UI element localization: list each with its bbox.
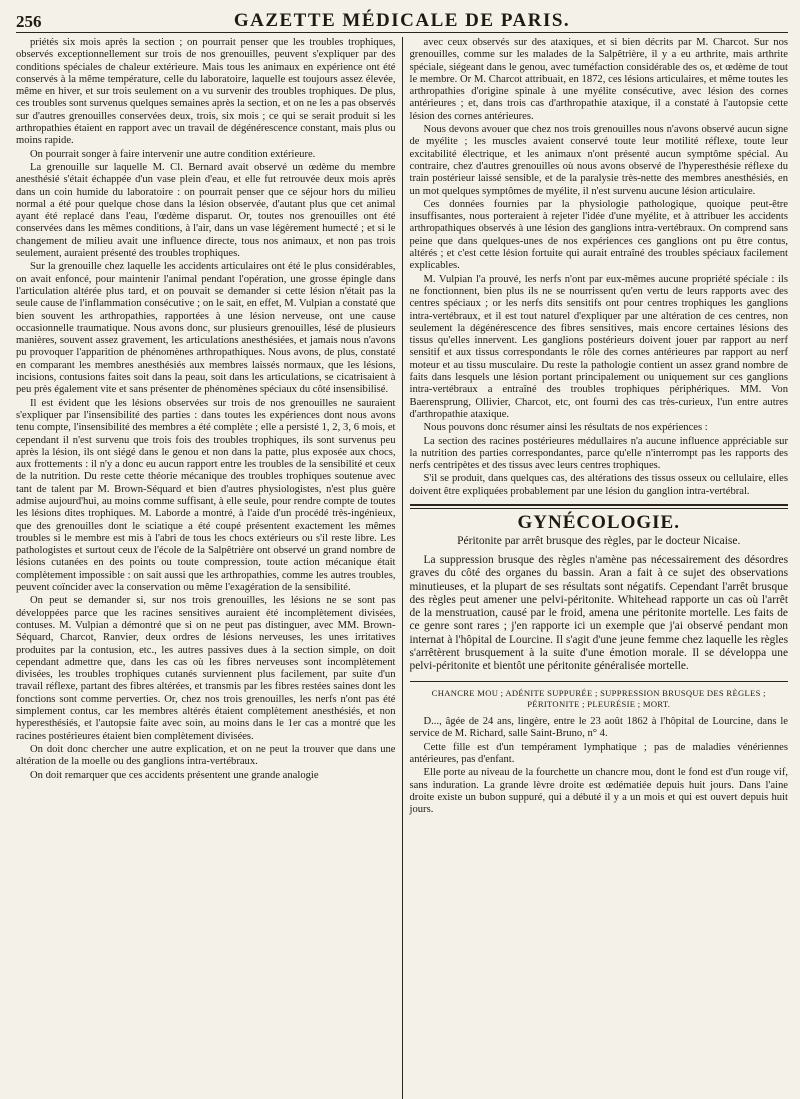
journal-title: GAZETTE MÉDICALE DE PARIS. xyxy=(233,10,571,31)
paragraph: Sur la grenouille chez laquelle les accidents articulaires ont été le plus considérables, on avait enfoncé, pour maintenir l'animal pendant l'opération, une grosse épingle dans l'articulation altérée plus tard, et on pouvait se demander si cette lésion n'était pas la seule cause de l'inflammation consécutive ; on le sait, en effet, M. Vulpian a constaté que bien souvent les arthropathies, rapportées à une lésion nerveuse, ont une cause occasionnelle traumatique. Nous avons donc, sur plusieurs grenouilles, lésé de plusieurs manières, souvent assez gravement, les articulations anesthésiées, et jamais nous n'avons pu provoquer l'apparition de phénomènes arthropathiques. Nous avons, de plus, constaté en comparant les membres anesthésiés aux membres laissés normaux, que les lésions, incisions, contusions faites soit dans la peau, soit dans les articulations, se cicatrisaient à peu près également vite et sans présenter de phénomènes spéciaux du côté insensibilisé. xyxy=(16,261,396,396)
case-body xyxy=(410,716,789,816)
paragraph: avec ceux observés sur des ataxiques, et si bien décrits par M. Charcot. Sur nos grenouilles, comme sur les malades de la Salpêtrière, il y a eu arthrite, mais arthrite spéciale, siégeant dans le genou, avec tuméfaction considérable des os, et œdème de tout le membre. Or M. Charcot attribuait, en 1872, ces lésions articulaires, et même toutes les arthropathies d'origine spinale à une myélite consécutive, avec lésion des cornes antérieures ; et, dans trois cas d'arthropathie ataxique, il a constaté à l'autopsie cette lésion des cornes antérieures. xyxy=(409,37,788,122)
paragraph: On pourrait songer à faire intervenir une autre condition extérieure. xyxy=(30,148,316,160)
section-heading: GYNÉCOLOGIE. xyxy=(517,511,680,533)
paragraph: S'il se produit, dans quelques cas, des altérations des tissus osseux ou cellulaire, elles doivent être expliquées probablement par une lésion du ganglion intra-vertébral. xyxy=(409,473,788,497)
case-heading: CHANCRE MOU ; ADÉNITE SUPPURÉE ; SUPPRESSION BRUSQUE DES RÈGLES ; PÉRITONITE ; PLEURÉSIE ; MORT. xyxy=(410,681,789,710)
paragraph: Nous devons avouer que chez nos trois grenouilles nous n'avons observé aucun signe de myélite ; les muscles avaient conservé toute leur motilité réflexe, toute leur excitabilité électrique, et les animaux n'ont présenté aucun symptôme spécial. Au contraire, chez d'autres grenouilles où nous avons observé de l'hyperesthésie réflexe du train postérieur laissé sensible, et de la paralysie très-nette des membres anesthésiés, en un mot quelques symptômes de myélite, il n'est survenu aucune lésion articulaire. xyxy=(409,124,788,197)
left-column xyxy=(16,37,402,1099)
paragraph: La grenouille sur laquelle M. Cl. Bernard avait observé un œdème du membre anesthésié s'était échappée d'un vase plein d'eau, et elle fut retrouvée deux mois après dans un coin humide du laboratoire : on pourrait penser que ce séjour hors du milieu normal a été pour quelque chose dans la lésion observée, d'autant plus que cet animal ayant été replacé dans l'eau, l'œdème disparut. Or, toutes nos grenouilles ont été conservées dans les mêmes conditions, à l'air, dans un vase légèrement humecté ; et si le changement de milieu avait une influence directe, tous nos animaux, et non pas trois seulement, auraient présenté des troubles trophiques. xyxy=(16,161,396,260)
paragraph: Ces données fournies par la physiologie pathologique, quoique peut-être insuffisantes, nous porteraient à rejeter l'idée d'une myélite, et à attribuer les accidents arthropathiques observés à une lésion des ganglions intra-vertébraux. On comprend sans peine que dans quelques-unes de nos expériences ces ganglions ont pu être contus, altérés ; et c'est cette lésion fortuite qui aurait entraîné des troubles spéciaux facilement explicables. xyxy=(409,198,788,272)
paragraph: M. Vulpian l'a prouvé, les nerfs n'ont par eux-mêmes aucune propriété spéciale : ils ne fonctionnent, bien plus ils ne se nourrissent qu'en vertu de leurs rapports avec des centres spéciaux ; or les nerfs dits sensitifs ont pour centres trophiques les ganglions intra-vertébraux, et il est tout naturel d'expliquer par une altération de ces centres, non seulement la dégénérescence des fibres sensitives, mais encore certaines lésions des tissus qu'elles innervent. Les ganglions postérieurs doivent jouer par rapport au nerf sensitif et aux tissus correspondants le rôle des cornes antérieures par rapport au nerf moteur et au tissu musculaire. Du reste la pathologie contient un assez grand nombre de faits dans lesquels une lésion portant principalement ou uniquement sur ces ganglions intra-vertébraux a entraîné des troubles trophiques périphériques. MM. Von Baerensprung, Ollivier, Charcot, etc, ont fourni des cas très-curieux, l'un entre autres d'arthropathie ataxique. xyxy=(409,273,788,420)
article-body xyxy=(410,554,789,673)
paragraph: La suppression brusque des règles n'amène pas nécessairement des désordres graves du côté des organes du bassin. Aran a fait à ce sujet des observations minutieuses, et la plupart de ses résultats sont négatifs. Cependant l'arrêt brusque des règles peut amener une pelvi-péritonite. Whitehead rapporte un cas où l'arrêt de la menstruation, causé par le froid, amena une péritonite mortelle. Les faits de ce genre sont rares ; j'en rapporte ici un exemple que j'ai observé pendant mon internat à l'hôpital de Lourcine. Il s'agit d'une jeune femme chez laquelle les règles s'arrêtèrent brusquement à la suite d'une émotion morale. Il se développa une pelvi-péritonite et bientôt une péritonite généralisée mortelle. xyxy=(409,554,788,672)
paragraph: Elle porte au niveau de la fourchette un chancre mou, dont le fond est d'un rouge vif, sans induration. La grande lèvre droite est œdématiée depuis huit jours. Dans l'aine droite existe un bubon suppuré, qui a débuté il y a un mois et qui est ouvert depuis huit jours. xyxy=(409,767,788,816)
paragraph: La section des racines postérieures médullaires n'a aucune influence appréciable sur la nutrition des parties correspondantes, parce qu'elle n'interrompt pas les rapports des nerfs centripètes et des tissus avec leurs centres trophiques. xyxy=(409,435,788,472)
paragraph: priétés six mois après la section ; on pourrait penser que les troubles trophiques, observés exceptionnellement sur trois de nos grenouilles, peuvent s'expliquer par des conditions spéciales de chaleur extérieure. Mais tous les animaux en expérience ont été conservés à la même température, celle du laboratoire, laquelle est toujours assez élevée, même en hiver, et sur trois seulement on a vu survenir des troubles trophiques. De plus, ces troubles sont survenus quelques semaines après la section, et on ne les a pas observés sur d'autres grenouilles conservées deux, trois, six mois ; ce qui se serait produit si les arthropathies étaient en rapport avec un travail de dégénérescence constant, mais plus ou moins rapide. xyxy=(16,37,396,147)
paragraph: On peut se demander si, sur nos trois grenouilles, les lésions ne se sont pas développées parce que les racines sensitives auraient été incomplètement divisées, contuses. M. Vulpian a démontré que si on ne peut pas distinguer, avec MM. Brown-Séquard, Charcot, Ranvier, deux ordres de lésions nerveuses, les unes irritatives produites par la contusion, etc., les autres passives dues à la section simple, on doit cependant admettre que, dans les cas où les fibres nerveuses sont incomplètement divisées, les troubles trophiques cutanés surviennent plus facilement, par suite d'un travail réflexe, partant des fibres altérées, et transmis par les fibres restées saines dont les fonctions sont comme perverties. Or, chez nos trois grenouilles, les nerfs n'ont pas été simplement contus, car les membres altérés étaient complètement anesthésiés, et non hyperesthésiés, et l'autopsie faite avec soin, au moins dans le 1er cas a montré que les racines postérieures étaient bien complètement divisées. xyxy=(16,595,396,742)
right-column xyxy=(403,37,789,1099)
page-number: 256 xyxy=(16,12,42,31)
paragraph: Nous pouvons donc résumer ainsi les résultats de nos expériences : xyxy=(423,422,708,434)
article-title: Péritonite par arrêt brusque des règles, par le docteur Nicaise. xyxy=(457,535,741,548)
section-rule xyxy=(410,504,789,509)
paragraph: Cette fille est d'un tempérament lymphatique ; pas de maladies vénériennes antérieures, pas d'enfant. xyxy=(409,741,788,765)
page-header xyxy=(16,6,788,33)
paragraph: On doit remarquer que ces accidents présentent une grande analogie xyxy=(30,769,319,781)
paragraph: Il est évident que les lésions observées sur trois de nos grenouilles ne sauraient s'expliquer par l'insensibilité des parties : dans toutes les expériences dont nous avons tenu compte, l'insensibilité des membres a été complète ; elle a persisté 1, 2, 3, 6 mois, et cependant il n'est survenu que trois fois des troubles trophiques, ils sont survenus peu après la lésion, ils ont siégé dans le genou et non dans la patte, plus exposée aux chocs, aux frottements : il n'y a donc eu aucun rapport entre les troubles de la sensibilité et ceux de la nutrition. Du reste cette théorie mécanique des troubles trophiques soutenue avec tant de talent par M. Brown-Séquard et bien d'autres physiologistes, n'est plus guère admise aujourd'hui, au moins comme suffisant, à elle seule, pour rendre compte de toutes les lésions dites trophiques. M. Laborde a montré, à l'aide d'un procédé très-ingénieux, que des grenouilles dont le sciatique a été coupé présentent exactement les mêmes troubles si le membre est mis à l'abri de tous les chocs extérieurs ou s'il reste libre. Les pathologistes et surtout ceux de l'école de la Salpêtrière ont observé un grand nombre de lésions cutanées en des points ou toute compression, toute action mécanique était complètement impossible : on sait aussi que les arthropathies, comme les autres troubles, peuvent coïncider avec la conservation ou même l'exagération de la sensibilité. xyxy=(16,397,396,594)
paragraph: On doit donc chercher une autre explication, et on ne peut la trouver que dans une altération de la moelle ou des ganglions intra-vertébraux. xyxy=(16,743,396,768)
two-column-body xyxy=(16,37,788,1099)
paragraph: D..., âgée de 24 ans, lingère, entre le 23 août 1862 à l'hôpital de Lourcine, dans le service de M. Richard, salle Saint-Bruno, n° 4. xyxy=(409,716,788,740)
